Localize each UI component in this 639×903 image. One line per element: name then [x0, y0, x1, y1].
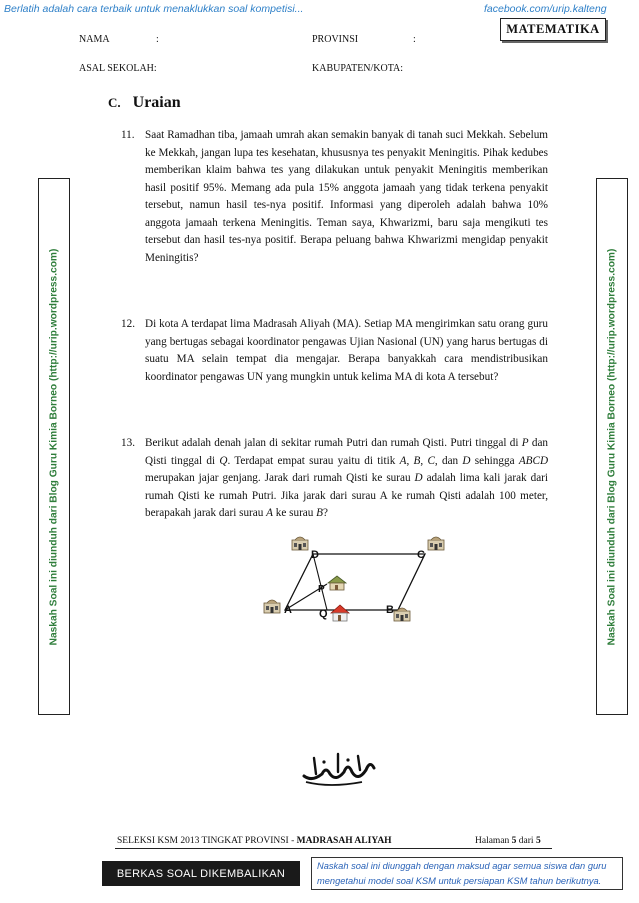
sidebar-text-left: Naskah Soal ini diunduh dari Blog Guru Kimia Borneo (http://urip.wordpress.com)	[48, 248, 60, 645]
footer-exam-title: SELEKSI KSM 2013 TINGKAT PROVINSI - MADRASAH ALIYAH	[117, 836, 392, 846]
label-D: D	[311, 549, 319, 561]
question-13-number: 13.	[121, 437, 135, 449]
label-P: P	[318, 584, 325, 595]
diagram-lines	[255, 528, 455, 638]
nama-label: NAMA	[79, 34, 110, 45]
section-title: Uraian	[132, 94, 181, 111]
section-heading	[108, 94, 181, 112]
question-12-body: Di kota A terdapat lima Madrasah Aliyah (MA). Setiap MA mengirimkan satu orang guru yang bertugas sebagai koordinator pengawas Ujian Nasional (UN) yang harus bertugas di suatu MA selain tempat dia mengajar. Berapa banyakkah cara mendistribusikan koordinator pengawas UN yang mungkin untuk kelima MA di kota A tersebut?	[145, 318, 548, 383]
label-A: A	[284, 604, 292, 616]
section-letter: C.	[108, 95, 121, 110]
question-11-text	[145, 127, 548, 267]
asal-sekolah-label: ASAL SEKOLAH:	[79, 63, 157, 74]
provinsi-colon: :	[413, 34, 416, 45]
left-sidebar	[38, 178, 70, 715]
subject-label: MATEMATIKA	[506, 22, 600, 36]
upload-note-text: Naskah soal ini diunggah dengan maksud agar semua siswa dan guru mengetahui model soal KSM untuk persiapan KSM tahun berikutnya.	[317, 861, 607, 886]
question-13-text	[145, 435, 548, 523]
label-Q: Q	[319, 608, 328, 620]
house-icon	[330, 604, 350, 627]
mosque-icon	[291, 534, 309, 556]
return-notice-box	[102, 861, 300, 886]
question-12-text	[145, 316, 548, 386]
provinsi-label: PROVINSI	[312, 34, 359, 45]
label-B: B	[386, 604, 394, 616]
return-notice-label: BERKAS SOAL DIKEMBALIKAN	[116, 867, 286, 880]
sidebar-text-right: Naskah Soal ini diunduh dari Blog Guru Kimia Borneo (http://urip.wordpress.com)	[606, 248, 618, 645]
label-C: C	[417, 549, 425, 561]
upload-note-box	[311, 857, 623, 890]
calligraphy-image	[300, 748, 378, 788]
footer-divider	[115, 848, 552, 849]
nama-colon: :	[156, 34, 159, 45]
right-sidebar	[596, 178, 628, 715]
header-tagline: Berlatih adalah cara terbaik untuk menaklukkan soal kompetisi...	[4, 3, 304, 15]
subject-box	[500, 18, 606, 41]
house-icon	[327, 575, 347, 596]
footer-exam-level: MADRASAH ALIYAH	[296, 836, 392, 846]
mosque-icon	[393, 605, 411, 627]
question-11-body: Saat Ramadhan tiba, jamaah umrah akan semakin banyak di tanah suci Mekkah. Sebelum ke Mekkah, jangan lupa tes kesehatan, khususnya tes penyakit Meningitis. Pihak kedubes memberikan klaim bahwa tes yang dilakukan untuk penyakit Meningitis memberikan hasil positif 95%. Memang ada pula 15% anggota jamaah yang tidak terkena penyakit tersebut, namun hasil tes-nya positif. Informasi yang diperoleh adalah bahwa 10% anggota jamaah terkena Meningitis. Teman saya, Khwarizmi, baru saja mengikuti tes tersebut dan hasil tes-nya positif. Berapa peluang bahwa Khwarizmi mengidap penyakit Meningitis?	[145, 129, 548, 264]
page-indicator: Halaman 5 dari 5	[475, 836, 541, 846]
question-11-number: 11.	[121, 129, 135, 141]
mosque-icon	[263, 597, 281, 619]
question-12-number: 12.	[121, 318, 135, 330]
facebook-link[interactable]: facebook.com/urip.kalteng	[484, 3, 607, 15]
kabupaten-label: KABUPATEN/KOTA:	[312, 63, 404, 74]
mosque-icon	[427, 534, 445, 556]
question-13-body: Berikut adalah denah jalan di sekitar rumah Putri dan rumah Qisti. Putri tinggal di P dan Qisti tinggal di Q. Terdapat empat surau yaitu di titik A, B, C, dan D sehingga ABCD merupakan jajar genjang. Jarak dari rumah Qisti ke surau D adalah lima kali jarak dari rumah Qisti ke rumah Putri. Jika jarak dari surau A ke rumah Qisti adalah 100 meter, berapakah jarak dari surau A ke surau B?	[145, 437, 549, 519]
parallelogram-diagram	[255, 528, 455, 638]
